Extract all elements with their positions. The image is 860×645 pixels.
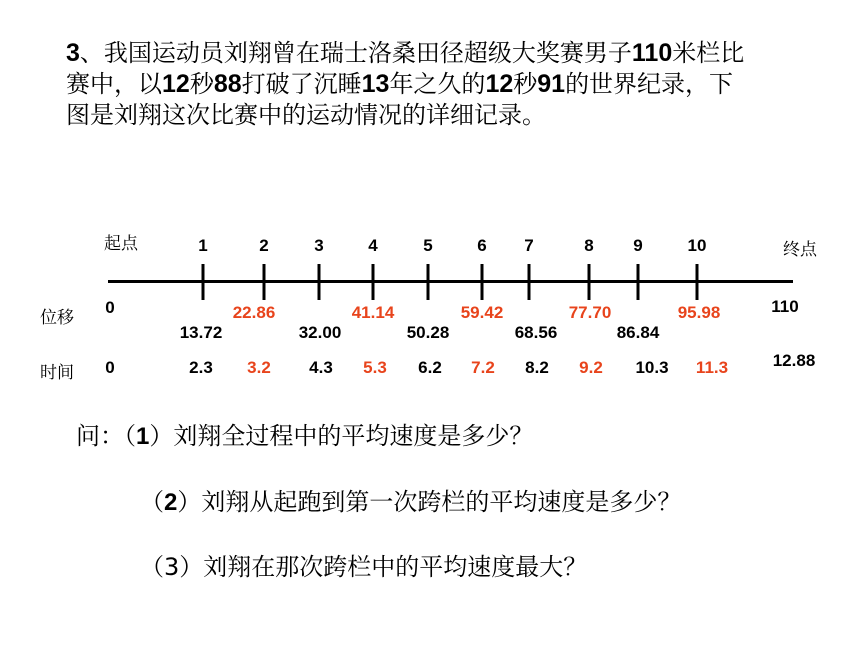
number-segment: 91 bbox=[537, 70, 566, 98]
text-segment: 米栏比赛中，以 bbox=[66, 39, 745, 98]
hurdle-number: 9 bbox=[633, 236, 643, 255]
question-number: 1 bbox=[136, 423, 150, 450]
hurdle-number: 10 bbox=[687, 236, 707, 255]
displacement-value: 13.72 bbox=[179, 323, 223, 342]
displacement-value: 22.86 bbox=[232, 303, 276, 322]
hurdle-tick bbox=[588, 264, 591, 300]
hurdle-tick bbox=[481, 264, 484, 300]
problem-text bbox=[66, 38, 756, 131]
displacement-value: 95.98 bbox=[677, 303, 721, 322]
question-text: ）刘翔全过程中的平均速度是多少？ bbox=[149, 422, 534, 450]
time-label: 时间 bbox=[40, 363, 74, 383]
hurdle-number: 5 bbox=[423, 236, 433, 255]
question-paren: （ bbox=[140, 488, 164, 516]
displacement-value: 68.56 bbox=[514, 323, 558, 342]
question-number: 2 bbox=[164, 489, 178, 516]
hurdle-number: 1 bbox=[198, 236, 208, 255]
time-value: 2.3 bbox=[189, 358, 213, 377]
displacement-value: 50.28 bbox=[406, 323, 450, 342]
hurdle-tick bbox=[263, 264, 266, 300]
time-value: 6.2 bbox=[418, 358, 442, 377]
time-value: 10.3 bbox=[635, 358, 669, 377]
time-value: 4.3 bbox=[309, 358, 333, 377]
question-prefix: 问： bbox=[76, 422, 124, 450]
question-1 bbox=[76, 416, 533, 451]
displacement-end: 110 bbox=[771, 297, 799, 316]
hurdle-number: 8 bbox=[584, 236, 594, 255]
displacement-start: 0 bbox=[105, 298, 115, 317]
number-segment: 110 bbox=[631, 39, 673, 67]
text-segment: 打破了沉睡 bbox=[241, 70, 362, 98]
track-line bbox=[108, 280, 793, 283]
start-label: 起点 bbox=[104, 234, 138, 254]
time-value: 9.2 bbox=[579, 358, 603, 377]
question-paren: （ bbox=[124, 422, 136, 450]
displacement-label: 位移 bbox=[40, 308, 74, 328]
number-segment: 12 bbox=[162, 70, 190, 98]
number-segment: 88 bbox=[213, 70, 242, 98]
hurdle-number: 2 bbox=[259, 236, 269, 255]
hurdle-tick bbox=[372, 264, 375, 300]
question-text: ）刘翔从起跑到第一次跨栏的平均速度是多少？ bbox=[177, 488, 682, 516]
number-segment: 13 bbox=[361, 70, 390, 98]
displacement-value: 32.00 bbox=[298, 323, 342, 342]
hurdle-number: 6 bbox=[477, 236, 487, 255]
displacement-value: 86.84 bbox=[616, 323, 660, 342]
question-2 bbox=[140, 482, 681, 517]
hurdle-tick bbox=[318, 264, 321, 300]
time-value: 11.3 bbox=[695, 358, 729, 377]
displacement-value: 77.70 bbox=[568, 303, 612, 322]
time-end: 12.88 bbox=[772, 351, 816, 370]
text-segment: 、我国运动员刘翔曾在瑞士洛桑田径超级大奖赛男子 bbox=[79, 39, 632, 67]
question-3: （3）刘翔在那次跨栏中的平均速度最大？ bbox=[140, 553, 588, 581]
number-segment: 12 bbox=[485, 70, 514, 98]
time-value: 5.3 bbox=[363, 358, 387, 377]
text-segment: 秒 bbox=[189, 70, 214, 98]
hurdle-tick bbox=[696, 264, 699, 300]
problem-number: 3 bbox=[66, 39, 80, 67]
hurdle-number: 4 bbox=[368, 236, 378, 255]
displacement-value: 59.42 bbox=[460, 303, 504, 322]
text-segment: 秒 bbox=[513, 70, 538, 98]
time-value: 7.2 bbox=[471, 358, 495, 377]
end-label: 终点 bbox=[783, 240, 817, 260]
text-segment: 年之久的 bbox=[389, 70, 486, 98]
hurdle-tick bbox=[202, 264, 205, 300]
time-value: 8.2 bbox=[525, 358, 549, 377]
time-value: 3.2 bbox=[247, 358, 271, 377]
time-start: 0 bbox=[105, 358, 115, 377]
hurdle-tick bbox=[637, 264, 640, 300]
hurdle-tick bbox=[427, 264, 430, 300]
hurdle-number: 3 bbox=[314, 236, 324, 255]
displacement-value: 41.14 bbox=[351, 303, 395, 322]
hurdle-tick bbox=[528, 264, 531, 300]
text-segment: 的世界纪录，下图是刘翔这次比赛中的运动情况的详细记录。 bbox=[66, 70, 734, 129]
hurdle-number: 7 bbox=[524, 236, 534, 255]
